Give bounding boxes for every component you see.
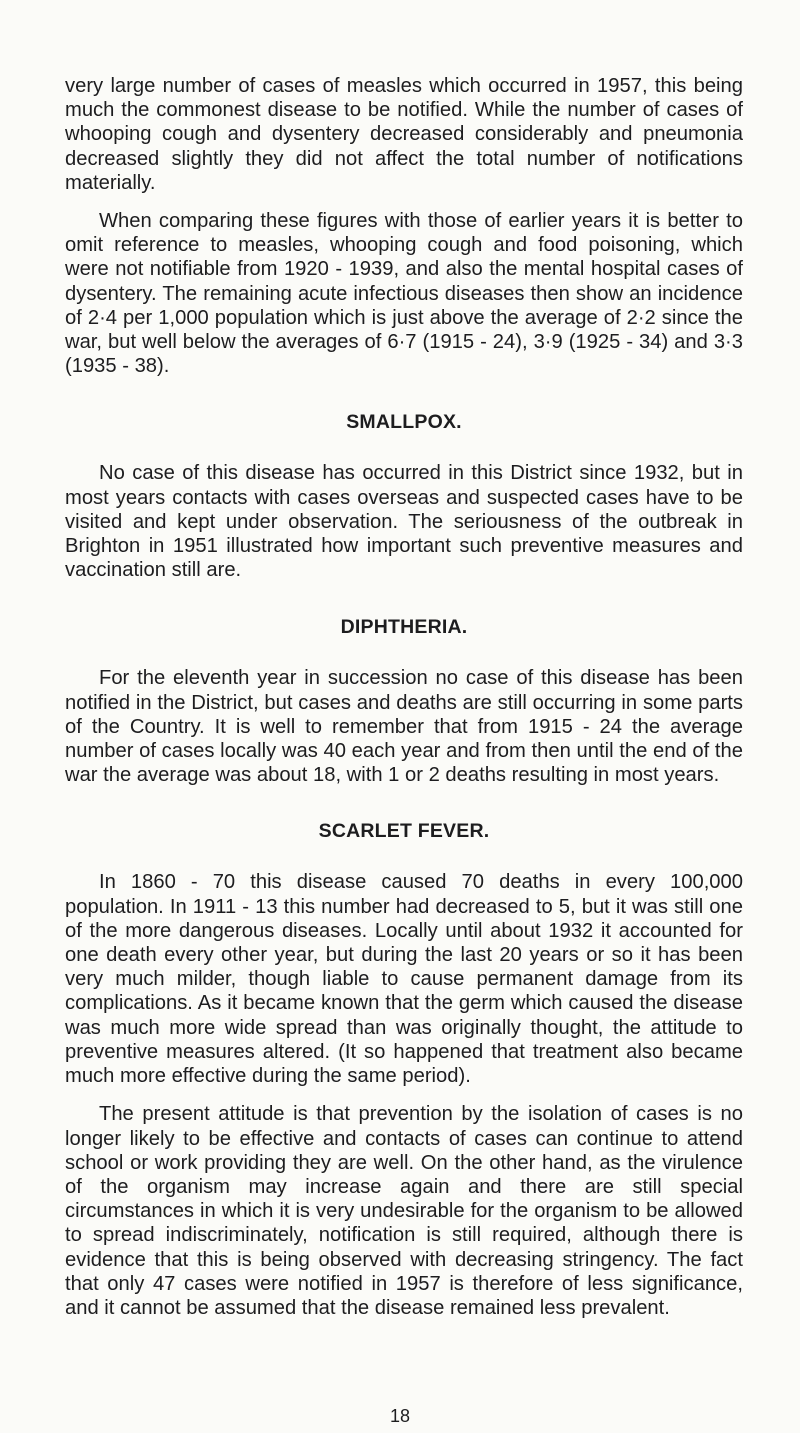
paragraph-scarlet-fever-history: In 1860 - 70 this disease caused 70 deaths in every 100,000 population. In 1911 - 13 this number had decreased to 5, but it was still one of the more dangerous diseases. Locally until about 1932 it accounted for one death every other year, but during the last 20 years or so it has been very much milder, though liable to cause permanent damage from its complications. As it became known that the germ which caused the disease was much more wide spread than was originally thought, the attitude to preventive measures altered. (It so happened that treatment also became much more effective during the same period). [65,871,743,1088]
paragraph-measles-continuation: very large number of cases of measles which occurred in 1957, this being much the commonest disease to be notified. While the number of cases of whooping cough and dysentery decreased considerably and pneumonia decreased slightly they did not affect the total number of notifications materially. [65,75,743,194]
page-number: 18 [389,1406,411,1426]
document-page [65,74,743,1320]
paragraph-smallpox: No case of this disease has occurred in this District since 1932, but in most years contacts with cases overseas and suspected cases have to be visited and kept under observation. The seriousness of the outbreak in Brighton in 1951 illustrated how important such preventive measures and vaccination still are. [65,462,743,582]
paragraph-comparison-earlier-years: When comparing these figures with those of earlier years it is better to omit reference to measles, whooping cough and food poisoning, which were not notifiable from 1920 - 1939, and also the mental hospital cases of dysentery. The remaining acute infectious diseases then show an incidence of 2·4 per 1,000 population which is just above the average of 2·2 since the war, but well below the averages of 6·7 (1915 - 24), 3·9 (1925 - 34) and 3·3 (1935 - 38). [65,210,743,378]
heading-smallpox: SMALLPOX. [346,411,462,434]
paragraph-scarlet-fever-present-attitude: The present attitude is that prevention by the isolation of cases is no longer likely to be effective and contacts of cases can continue to attend school or work providing they are well. On the other hand, as the virulence of the organism may increase again and there are still special circumstances in which it is very undesirable for the organism to be allowed to spread indiscriminately, notification is still required, although there is evidence that this is being observed with decreasing stringency. The fact that only 47 cases were notified in 1957 is therefore of less significance, and it cannot be assumed that the disease remained less prevalent. [65,1103,743,1319]
paragraph-diphtheria: For the eleventh year in succession no case of this disease has been notified in the District, but cases and deaths are still occurring in some parts of the Country. It is well to remember that from 1915 - 24 the average number of cases locally was 40 each year and from then until the end of the war the average was about 18, with 1 or 2 deaths resulting in most years. [65,667,743,787]
heading-scarlet-fever: SCARLET FEVER. [318,820,490,843]
heading-diphtheria: DIPHTHERIA. [340,616,468,639]
